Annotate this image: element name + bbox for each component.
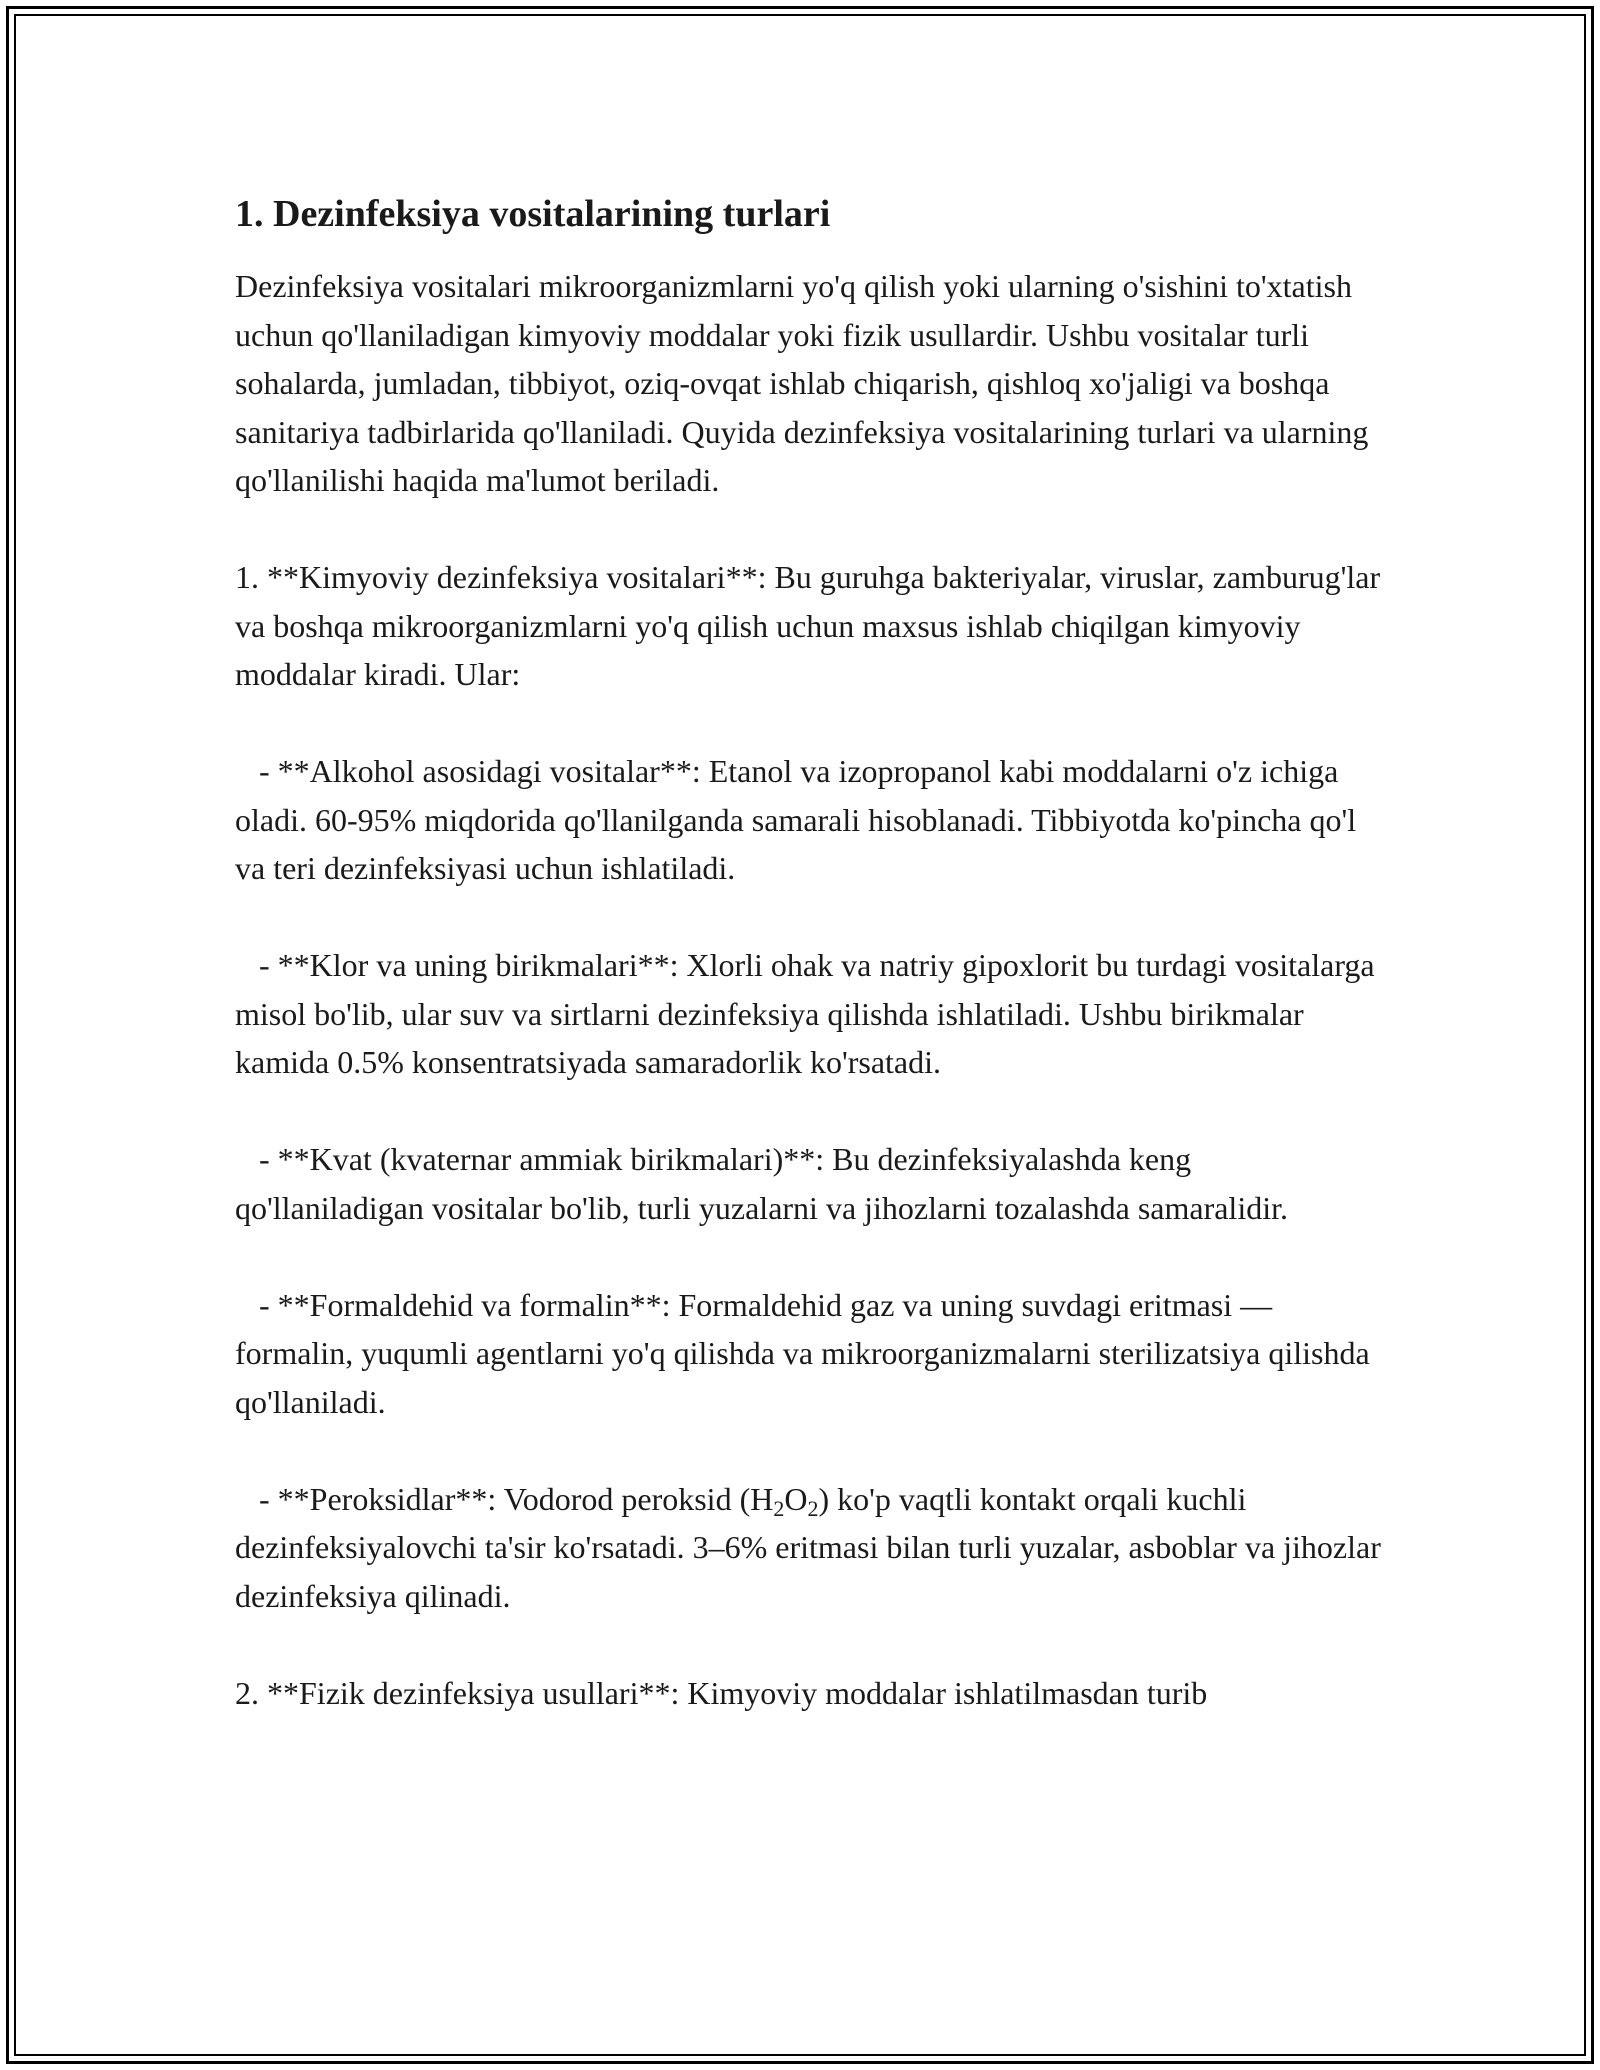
quat-item: - **Kvat (kvaternar ammiak birikmalari)**: Bu dezinfeksiyalashda keng qo'llaniladigan vositalar bo'lib, turli yuzalarni va jihozlarni tozalashda samaralidir. (235, 1141, 1288, 1226)
chlorine-item: - **Klor va uning birikmalari**: Xlorli ohak va natriy gipoxlorit bu turdagi vositalarga misol bo'lib, ular suv va sirtlarni dezinfeksiya qilishda ishlatiladi. Ushbu birikmalar kamida 0.5% konsentratsiyada samaradorlik ko'rsatadi. (235, 947, 1383, 1080)
peroxide-subscript-h: 2 (773, 1495, 785, 1521)
physical-methods-paragraph: 2. **Fizik dezinfeksiya usullari**: Kimyoviy moddalar ishlatilmasdan turib (235, 1674, 1208, 1711)
document-body (235, 188, 1389, 1717)
peroxide-item (235, 1475, 1389, 1621)
alcohol-item: - **Alkohol asosidagi vositalar**: Etanol va izopropanol kabi moddalarni o'z ichiga oladi. 60-95% miqdorida qo'llanilganda samarali hisoblanadi. Tibbiyotda ko'pincha qo'l va teri dezinfeksiyasi uchun ishlatiladi. (235, 753, 1365, 886)
peroxide-text-start: - **Peroksidlar**: Vodorod peroksid (H (235, 1480, 774, 1517)
intro-paragraph: Dezinfeksiya vositalari mikroorganizmlarni yo'q qilish yoki ularning o'sishini to'xtatish uchun qo'llaniladigan kimyoviy moddalar yoki fizik usullardir. Ushbu vositalar turli sohalarda, jumladan, tibbiyot, oziq-ovqat ishlab chiqarish, qishloq xo'jaligi va boshqa sanitariya tadbirlarida qo'llaniladi. Quyida dezinfeksiya vositalarining turlari va ularning qo'llanilishi haqida ma'lumot beriladi. (235, 268, 1369, 498)
peroxide-text-o: O (784, 1480, 808, 1517)
peroxide-text-end: ) ko'p vaqtli kontakt orqali kuchli dezinfeksiyalovchi ta'sir ko'rsatadi. 3–6% eritmasi bilan turli yuzalar, asboblar va jihozlar dezinfeksiya qilinadi. (235, 1480, 1389, 1614)
section-heading: 1. Dezinfeksiya vositalarining turlari (235, 193, 831, 235)
peroxide-subscript-o: 2 (807, 1495, 819, 1521)
chemical-disinfectants-paragraph: 1. **Kimyoviy dezinfeksiya vositalari**: Bu guruhga bakteriyalar, viruslar, zamburug'lar va boshqa mikroorganizmlarni yo'q qilish uchun maxsus ishlab chiqilgan kimyoviy moddalar kiradi. Ular: (235, 559, 1381, 692)
formaldehyde-item: - **Formaldehid va formalin**: Formaldehid gaz va uning suvdagi eritmasi — formalin, yuqumli agentlarni yo'q qilishda va mikroorganizmalarni sterilizatsiya qilishda qo'llaniladi. (235, 1286, 1378, 1420)
